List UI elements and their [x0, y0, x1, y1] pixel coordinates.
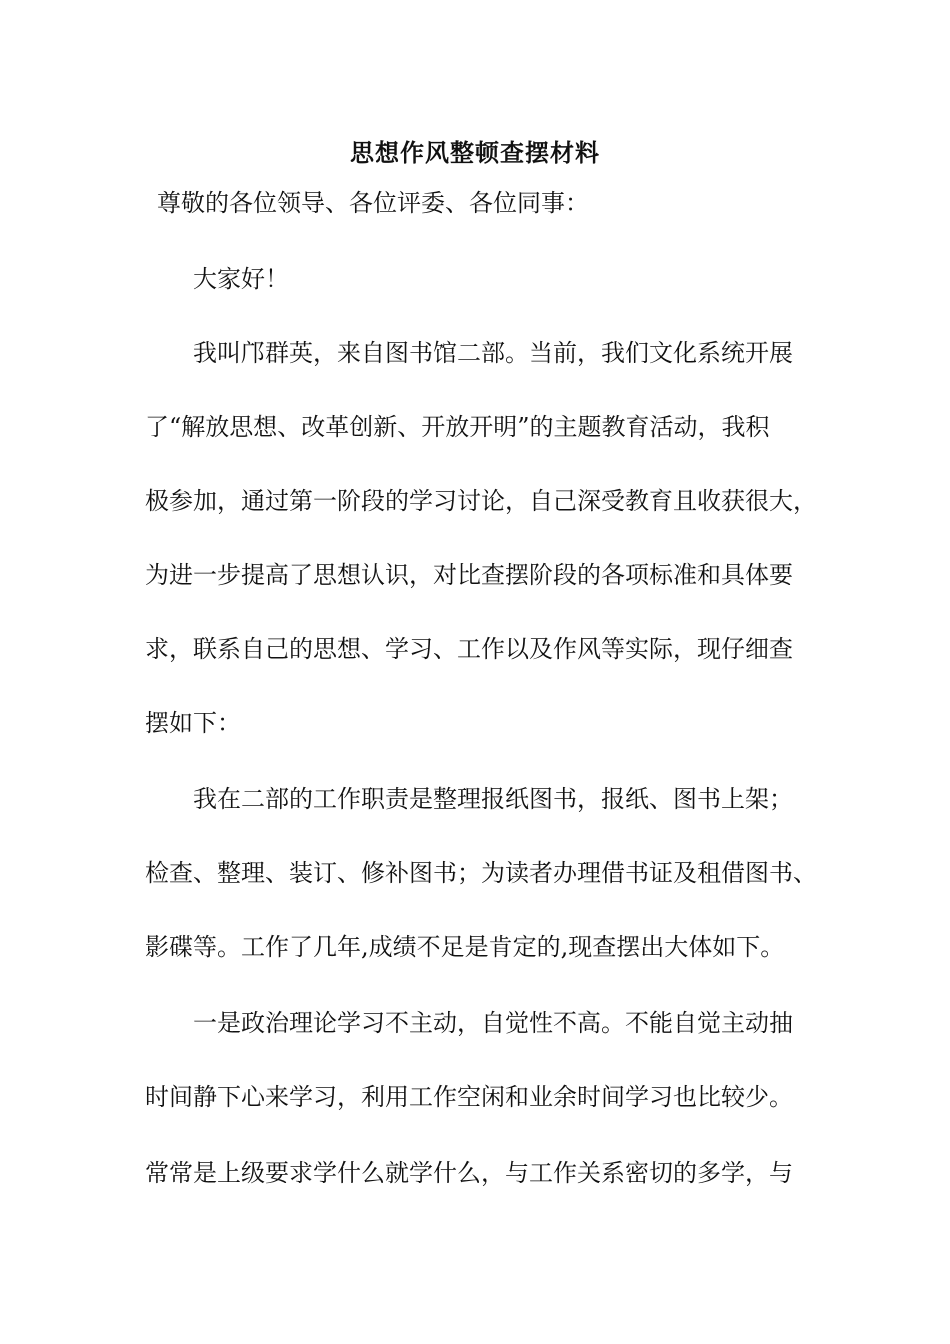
greeting-line: 大家好！ [193, 265, 289, 293]
paragraph-line: 一是政治理论学习不主动，自觉性不高。不能自觉主动抽 [193, 1009, 793, 1037]
paragraph-line: 影碟等。工作了几年,成绩不足是肯定的,现查摆出大体如下。 [145, 933, 785, 961]
paragraph-line: 为进一步提高了思想认识，对比查摆阶段的各项标准和具体要 [145, 561, 793, 589]
salutation: 尊敬的各位领导、各位评委、各位同事： [157, 189, 589, 217]
paragraph-line: 时间静下心来学习，利用工作空闲和业余时间学习也比较少。 [145, 1083, 793, 1111]
paragraph-line: 我叫邝群英，来自图书馆二部。当前，我们文化系统开展 [193, 339, 793, 367]
document-title: 思想作风整顿查摆材料 [350, 138, 600, 167]
paragraph-line: 极参加，通过第一阶段的学习讨论，自己深受教育且收获很大， [145, 487, 817, 515]
paragraph-line: 了“解放思想、改革创新、开放开明”的主题教育活动，我积 [145, 413, 770, 441]
paragraph-line: 我在二部的工作职责是整理报纸图书，报纸、图书上架； [193, 785, 793, 813]
paragraph-line: 检查、整理、装订、修补图书；为读者办理借书证及租借图书、 [145, 859, 817, 887]
paragraph-line: 摆如下： [145, 709, 241, 737]
paragraph-line: 常常是上级要求学什么就学什么，与工作关系密切的多学，与 [145, 1159, 793, 1187]
paragraph-line: 求，联系自己的思想、学习、工作以及作风等实际，现仔细查 [145, 635, 793, 663]
